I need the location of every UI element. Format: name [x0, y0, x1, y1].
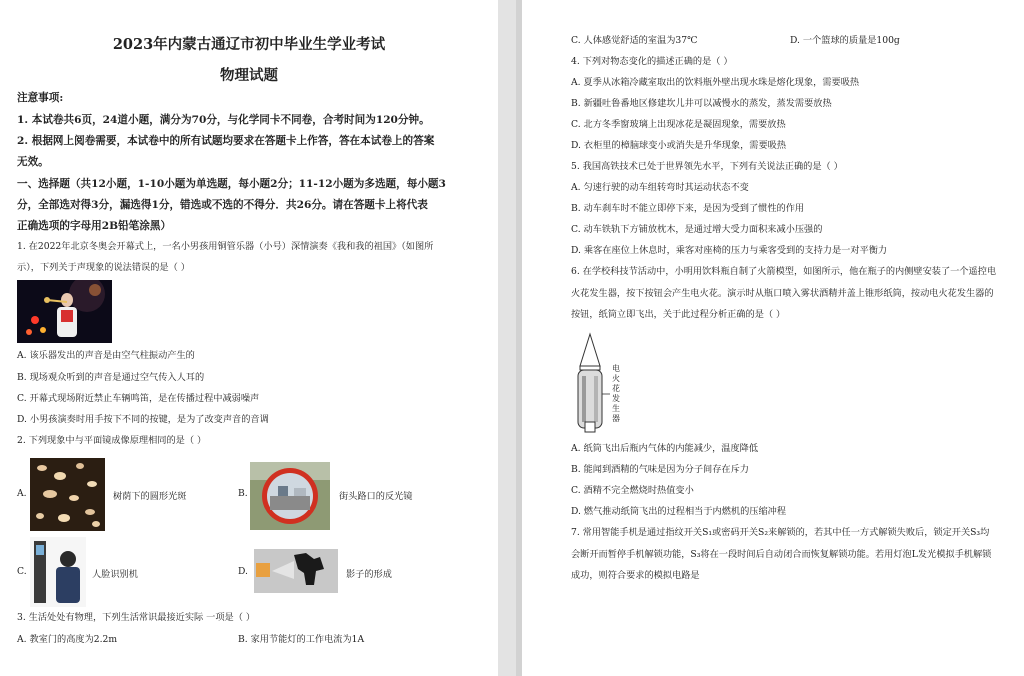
q6-figure-label-char-6: 器	[612, 414, 620, 423]
q6-figure-label-char-3: 花	[612, 384, 620, 393]
q2-c-face-recognition-photo	[30, 537, 86, 607]
q2-a-label: A.	[17, 488, 27, 499]
q4-option-c: C. 北方冬季窗玻璃上出现冰花是凝固现象，需要放热	[571, 119, 786, 130]
q2-d-label: D.	[238, 566, 248, 577]
q2-a-light-spots-photo	[30, 458, 105, 531]
q3-option-c: C. 人体感觉舒适的室温为37℃	[571, 35, 698, 46]
notice-heading: 注意事项:	[17, 92, 64, 104]
notice-2a: 2. 根据网上阅卷需要，本试卷中的所有试题均要求在答题卡上作答，答在本试卷上的答案	[17, 135, 435, 147]
section1-line1: 一、选择题（共12小题，1-10小题为单选题，每小题2分；11-12小题为多选题，每小题3	[17, 178, 446, 190]
q2-a-caption: 树荫下的圆形光斑	[113, 491, 187, 502]
q1-stem-line1: 1. 在2022年北京冬奥会开幕式上，一名小男孩用铜管乐器（小号）深情演奏《我和我的祖国》（如图所	[17, 241, 434, 252]
q1-trumpet-photo	[17, 280, 112, 343]
q3-option-b: B. 家用节能灯的工作电流为1A	[238, 634, 365, 645]
q2-c-label: C.	[17, 566, 27, 577]
q2-d-caption: 影子的形成	[346, 569, 392, 580]
exam-title: 2023年内蒙古通辽市初中毕业生学业考试	[112, 36, 386, 53]
q6-figure-label-char-4: 发	[612, 394, 620, 403]
q2-stem: 2. 下列现象中与平面镜成像原理相同的是（ ）	[17, 435, 207, 446]
q1-option-d: D. 小男孩演奏时用手按下不同的按键，是为了改变声音的音调	[17, 414, 269, 425]
notice-1: 1. 本试卷共6页，24道小题，满分为70分，与化学同卡不同卷，合考时间为120分钟。	[17, 114, 430, 126]
q2-b-caption: 街头路口的反光镜	[339, 491, 413, 502]
q2-c-caption: 人脸识别机	[92, 569, 138, 580]
q5-option-b: B. 动车刹车时不能立即停下来，是因为受到了惯性的作用	[571, 203, 805, 214]
q4-option-b: B. 新疆吐鲁番地区修建坎儿井可以减慢水的蒸发，蒸发需要放热	[571, 98, 832, 109]
q1-option-a: A. 该乐器发出的声音是由空气柱振动产生的	[17, 350, 195, 361]
q5-option-a: A. 匀速行驶的动车组转弯时其运动状态不变	[571, 182, 749, 193]
q7-stem-line2: 会断开而暂停手机解锁功能，S₃将在一段时间后自动闭合而恢复解锁功能。若用灯泡L发光模拟手机解锁	[571, 549, 992, 560]
q3-option-d: D. 一个篮球的质量是100g	[790, 35, 900, 46]
q6-option-a: A. 纸筒飞出后瓶内气体的内能减少，温度降低	[571, 443, 759, 454]
section1-line3: 正确选项的字母用2B铅笔涂黑）	[17, 220, 172, 232]
q1-option-b: B. 现场观众听到的声音是通过空气传入人耳的	[17, 372, 205, 383]
left-page	[0, 0, 498, 676]
q6-option-c: C. 酒精不完全燃烧时热值变小	[571, 485, 694, 496]
section1-line2: 分，全部选对得3分，漏选得1分，错选或不选的不得分．共26分。请在答题卡上将代表	[17, 199, 428, 211]
q6-figure-label-char-2: 火	[612, 374, 620, 383]
q6-stem-line3: 按钮，纸筒立即飞出，关于此过程分析正确的是（ ）	[571, 309, 786, 320]
q3-stem: 3. 生活处处有物理，下列生活常识最接近实际 一项是（ ）	[17, 612, 256, 623]
q1-option-c: C. 开幕式现场附近禁止车辆鸣笛，是在传播过程中减弱噪声	[17, 393, 260, 404]
q7-stem-line3: 成功，则符合要求的模拟电路是	[571, 570, 700, 581]
q2-b-label: B.	[238, 488, 248, 499]
q7-stem-line1: 7. 常用智能手机是通过指纹开关S₁或密码开关S₂来解锁的，若其中任一方式解锁失败后，锁定开关S₃均	[571, 527, 990, 538]
q6-figure-label-char-5: 生	[612, 404, 620, 413]
q6-figure-label	[612, 364, 622, 424]
q6-stem-line2: 火花发生器，按下按钮会产生电火花。演示时从瓶口喷入雾状酒精并盖上锥形纸筒，按动电火花发生器的	[571, 288, 994, 299]
q3-option-a: A. 教室门的高度为2.2m	[17, 634, 118, 645]
q5-option-c: C. 动车铁轨下方铺放枕木，是通过增大受力面积来减小压强的	[571, 224, 823, 235]
q5-stem: 5. 我国高铁技术已处于世界领先水平，下列有关说法正确的是（ ）	[571, 161, 843, 172]
q4-stem: 4. 下列对物态变化的描述正确的是（ ）	[571, 56, 733, 67]
q4-option-a: A. 夏季从冰箱冷藏室取出的饮料瓶外壁出现水珠是熔化现象，需要吸热	[571, 77, 860, 88]
q6-stem-line1: 6. 在学校科技节活动中，小明用饮料瓶自制了火箭模型，如图所示，他在瓶子的内侧壁安装了一个遥控电	[571, 266, 997, 277]
notice-2b: 无效。	[17, 156, 49, 168]
q2-b-convex-mirror-photo	[250, 462, 330, 530]
q6-option-b: B. 能闻到酒精的气味是因为分子间存在斥力	[571, 464, 749, 475]
q4-option-d: D. 衣柜里的樟脑球变小或消失是升华现象，需要吸热	[571, 140, 787, 151]
right-page	[522, 0, 1024, 676]
q6-figure-label-char-1: 电	[612, 364, 620, 373]
q6-option-d: D. 燃气推动纸筒飞出的过程相当于内燃机的压缩冲程	[571, 506, 787, 517]
q2-d-shadow-photo	[254, 549, 338, 593]
q5-option-d: D. 乘客在座位上休息时，乘客对座椅的压力与乘客受到的支持力是一对平衡力	[571, 245, 888, 256]
exam-subtitle: 物理试题	[220, 67, 278, 84]
q1-stem-line2: 示），下列关于声现象的说法错误的是（ ）	[17, 262, 190, 273]
